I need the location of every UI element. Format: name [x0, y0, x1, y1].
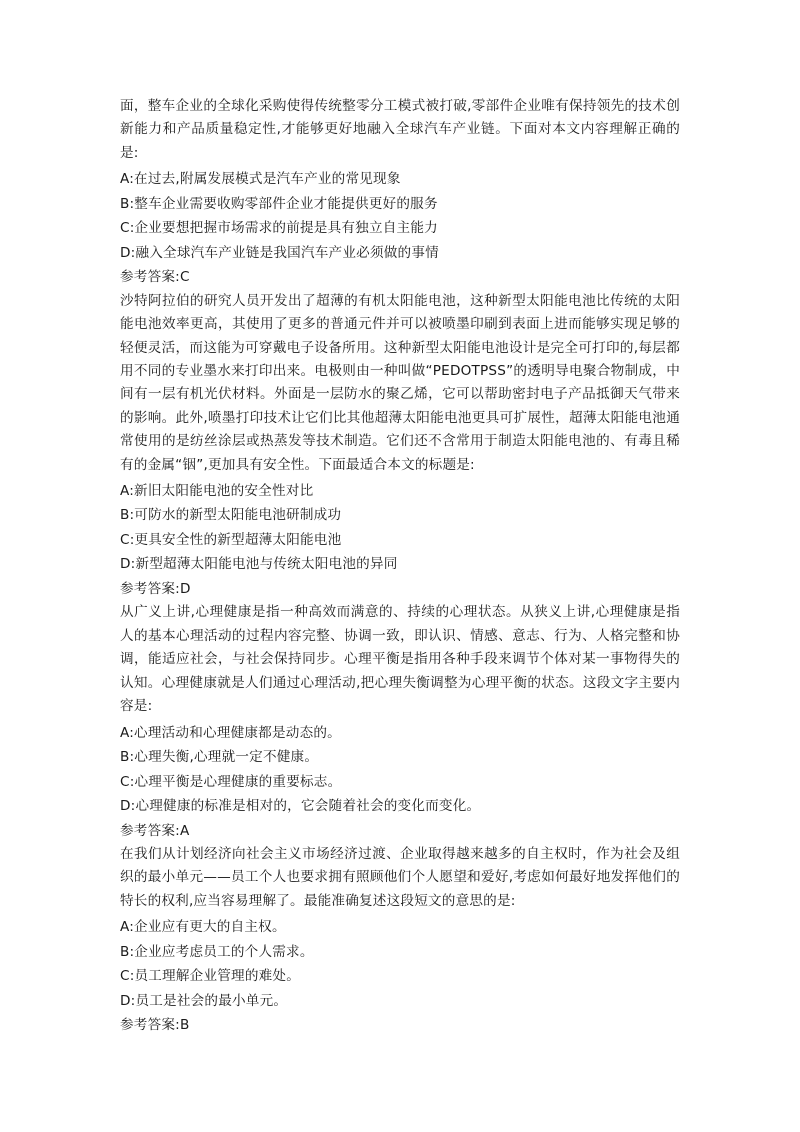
option-c: C:心理平衡是心理健康的重要标志。 [120, 773, 342, 790]
option-c: C:更具安全性的新型超薄太阳能电池 [120, 531, 342, 548]
option-b: B:可防水的新型太阳能电池研制成功 [120, 507, 342, 524]
reference-answer: 参考答案:A [120, 822, 190, 839]
option-c: C:员工理解企业管理的难处。 [120, 968, 300, 985]
option-b: B:心理失衡,心理就一定不健康。 [120, 749, 319, 765]
question-block-1 [120, 95, 680, 290]
question-block-2 [120, 290, 680, 602]
question-stem: 从广义上讲,心理健康是指一种高效而满意的、持续的心理状态。从狭义上讲,心理健康是指人的基本心理活动的过程内容完整、协调一致，即认识、情感、意志、行为、人格完整和协调，能适应社会，与社会保持同步。心理平衡是指用各种手段来调节个体对某一事物得失的认知。心理健康就是人们通过心理活动,把心理失衡调整为心理平衡的状态。这段文字主要内容是: [120, 604, 680, 715]
option-a: A:企业应有更大的自主权。 [120, 919, 286, 936]
question-stem: 面，整车企业的全球化采购使得传统整零分工模式被打破,零部件企业唯有保持领先的技术创新能力和产品质量稳定性,才能够更好地融入全球汽车产业链。下面对本文内容理解正确的是: [120, 98, 680, 161]
question-block-3 [120, 601, 680, 843]
reference-answer: 参考答案:B [120, 1017, 190, 1034]
option-d: D:心理健康的标准是相对的，它会随着社会的变化而变化。 [120, 798, 481, 814]
option-a: A:心理活动和心理健康都是动态的。 [120, 724, 341, 741]
option-b: B:整车企业需要收购零部件企业才能提供更好的服务 [120, 195, 438, 212]
question-stem: 沙特阿拉伯的研究人员开发出了超薄的有机太阳能电池，这种新型太阳能电池比传统的太阳能电池效率更高，其使用了更多的普通元件并可以被喷墨印刷到表面上进而能够实现足够的轻便灵活，而这能为可穿戴电子设备所用。这种新型太阳能电池设计是完全可打印的,每层都用不同的专业墨水来打印出来。电极则由一种叫做“PEDOTPSS”的透明导电聚合物制成，中间有一层有机光伏材料。外面是一层防水的聚乙烯，它可以帮助密封电子产品抵御天气带来的影响。此外,喷墨打印技术让它们比其他超薄太阳能电池更具可扩展性，超薄太阳能电池通常使用的是纺丝涂层或热蒸发等技术制造。它们还不含常用于制造太阳能电池的、有毒且稀有的金属“铟”,更加具有安全性。下面最适合本文的标题是: [120, 292, 680, 473]
option-c: C:企业要想把握市场需求的前提是具有独立自主能力 [120, 220, 438, 237]
option-d: D:新型超薄太阳能电池与传统太阳电池的异同 [120, 556, 398, 573]
question-stem: 在我们从计划经济向社会主义市场经济过渡、企业取得越来越多的自主权时，作为社会及组织的最小单元——员工个人也要求拥有照顾他们个人愿望和爱好,考虑如何最好地发挥他们的特长的权利,应当容易理解了。最能准确复述这段短文的意思的是: [120, 846, 680, 909]
document-page [120, 95, 680, 1038]
option-b: B:企业应考虑员工的个人需求。 [120, 943, 314, 960]
reference-answer: 参考答案:C [120, 269, 190, 286]
option-d: D:员工是社会的最小单元。 [120, 992, 288, 1009]
reference-answer: 参考答案:D [120, 580, 191, 597]
option-a: A:在过去,附属发展模式是汽车产业的常见现象 [120, 171, 401, 188]
option-d: D:融入全球汽车产业链是我国汽车产业必须做的事情 [120, 244, 439, 261]
question-block-4 [120, 843, 680, 1038]
option-a: A:新旧太阳能电池的安全性对比 [120, 482, 314, 499]
